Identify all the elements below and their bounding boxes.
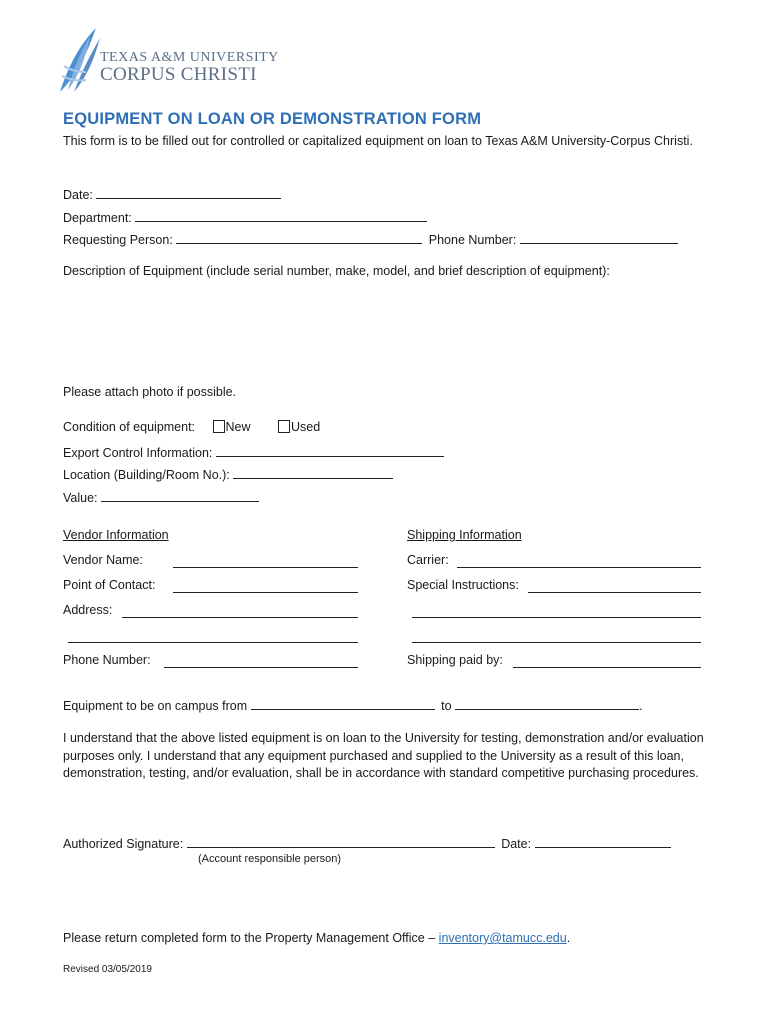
shipping-extra-field-1[interactable] <box>412 604 701 618</box>
condition-row <box>63 420 320 434</box>
point-of-contact-label: Point of Contact: <box>63 578 156 592</box>
date-field[interactable] <box>96 185 281 199</box>
new-label: New <box>225 420 251 434</box>
location-field[interactable] <box>233 465 393 479</box>
carrier-label: Carrier: <box>407 553 449 567</box>
page-title: EQUIPMENT ON LOAN OR DEMONSTRATION FORM <box>63 110 482 128</box>
signature-field[interactable] <box>187 834 495 848</box>
requesting-row <box>63 230 678 247</box>
location-row <box>63 465 393 482</box>
phone-number-label: Phone Number: <box>428 233 517 247</box>
address-field-1[interactable] <box>122 604 358 618</box>
requesting-person-field[interactable] <box>176 230 422 244</box>
vendor-name-label: Vendor Name: <box>63 553 143 567</box>
return-period: . <box>566 931 571 945</box>
point-of-contact-field[interactable] <box>173 579 358 593</box>
campus-from-label: Equipment to be on campus from <box>63 699 248 713</box>
used-label: Used <box>291 420 321 434</box>
logo-line2: CORPUS CHRISTI <box>100 64 257 85</box>
vendor-heading: Vendor Information <box>63 528 169 542</box>
return-row <box>63 931 570 945</box>
department-row <box>63 208 427 225</box>
return-text: Please return completed form to the Property Management Office – <box>63 931 436 945</box>
condition-label: Condition of equipment: <box>63 420 196 434</box>
date-row <box>63 185 281 202</box>
description-label: Description of Equipment (include serial number, make, model, and brief description of equipment): <box>63 264 610 278</box>
campus-from-field[interactable] <box>251 696 435 710</box>
used-option[interactable] <box>278 420 320 434</box>
address-label: Address: <box>63 603 113 617</box>
new-option[interactable] <box>213 420 255 434</box>
export-control-label: Export Control Information: <box>63 446 213 460</box>
new-checkbox[interactable] <box>213 420 225 433</box>
signature-row <box>63 834 671 851</box>
address-field-2[interactable] <box>68 629 358 643</box>
wing-logo-icon <box>56 26 106 96</box>
signature-note: (Account responsible person) <box>198 853 342 865</box>
location-label: Location (Building/Room No.): <box>63 468 230 482</box>
value-label: Value: <box>63 491 98 505</box>
vendor-phone-field[interactable] <box>164 654 358 668</box>
vendor-name-field[interactable] <box>173 554 358 568</box>
used-checkbox[interactable] <box>278 420 290 433</box>
signature-date-field[interactable] <box>535 834 671 848</box>
shipping-heading: Shipping Information <box>407 528 522 542</box>
agreement-text: I understand that the above listed equipment is on loan to the University for testing, demonstration and/or evaluation purposes only. I understand that any equipment purchased and supplied to the University as a result of this loan, demonstration, testing, and/or evaluation, shall be in accordance with standard competitive purchasing procedures. <box>63 731 704 780</box>
shipping-paid-by-label: Shipping paid by: <box>407 653 503 667</box>
revised-date: Revised 03/05/2019 <box>63 964 152 975</box>
campus-to-field[interactable] <box>455 696 639 710</box>
shipping-extra-field-2[interactable] <box>412 629 701 643</box>
export-control-field[interactable] <box>216 443 444 457</box>
export-control-row <box>63 443 444 460</box>
carrier-field[interactable] <box>457 554 701 568</box>
intro-text: This form is to be filled out for controlled or capitalized equipment on loan to Texas A&M University-Corpus Christi. <box>63 134 693 148</box>
inventory-email-link[interactable]: inventory@tamucc.edu <box>438 931 567 945</box>
vendor-phone-label: Phone Number: <box>63 653 151 667</box>
signature-label: Authorized Signature: <box>63 837 184 851</box>
description-area[interactable] <box>63 284 703 380</box>
date-label: Date: <box>63 188 93 202</box>
shipping-paid-by-field[interactable] <box>513 654 701 668</box>
value-row <box>63 488 259 505</box>
campus-to-label: to <box>441 699 452 713</box>
special-instructions-field[interactable] <box>528 579 701 593</box>
logo-line1: TEXAS A&M UNIVERSITY <box>100 50 279 65</box>
department-field[interactable] <box>135 208 427 222</box>
requesting-person-label: Requesting Person: <box>63 233 173 247</box>
university-logo <box>56 26 279 96</box>
special-instructions-label: Special Instructions: <box>407 578 519 592</box>
value-field[interactable] <box>101 488 259 502</box>
signature-date-label: Date: <box>501 837 532 851</box>
photo-note: Please attach photo if possible. <box>63 385 237 399</box>
campus-row <box>63 696 643 713</box>
campus-period: . <box>639 699 643 713</box>
phone-number-field[interactable] <box>520 230 678 244</box>
department-label: Department: <box>63 211 132 225</box>
